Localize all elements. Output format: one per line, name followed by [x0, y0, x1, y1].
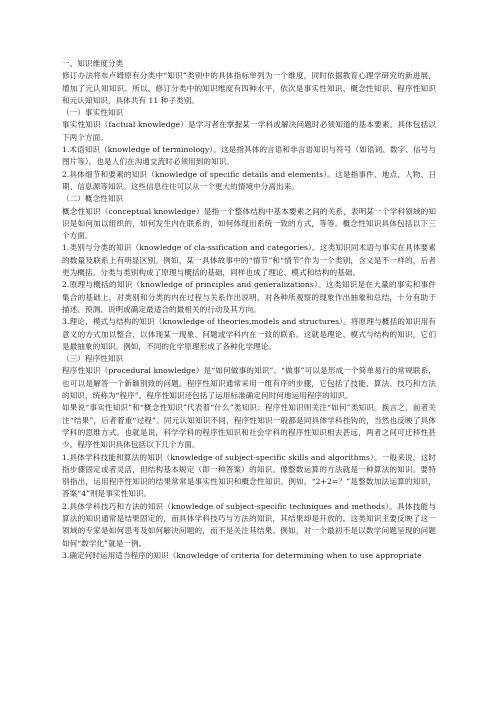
paragraph: 1.类别与分类的知识（knowledge of cla-ssification and categories）。这类知识同术语与事实在具体要素的数量及联系上有明显区别。例如，某一具体故事中的“情节”和“情节”作为一个类别，含义是不一样的，后者更为概括。分类与类别构成了原理与概括的基础，同样也成了理论、模式和结构的基础。: [62, 243, 436, 278]
subsection-heading: （一）事实性知识: [62, 108, 124, 118]
paragraph: 3.确定何时运用适当程序的知识（knowledge of criteria for determining when to use appropriate: [62, 550, 422, 560]
paragraph: 2.原理与概括的知识（knowledge of principles and generalizations）。这类知识是在大量的事实和事件集合的基础上，对类别和分类的内在过程与关系作出说明，对各种所观察的现象作出抽象和总结，十分有助于描述、预测、说明或确定最适合的最相关的行动及其方向。: [62, 280, 436, 314]
paragraph: 事实性知识（factual knowledge）是学习者在掌握某一学科或解决问题时必须知道的基本要素。具体包括以下两个方面。: [62, 120, 436, 142]
subsection-heading: （二）概念性知识: [62, 194, 124, 204]
paragraph: 1.具体学科技能和算法的知识（knowledge of subject-specific skills and algorithms）。一般来说，这时指步骤固定或者灵活，但结构基本规定（即一种答案）的知识。像整数运算的方法就是一种算法的知识。要特别指出，运用程序性知识的结果常常是事实性知识和概念性知识。例如，“2+2=？”是整数加法运算的知识，答案“4”则是事实性知识。: [62, 452, 436, 499]
paragraph: 2.具体学科技巧和方法的知识（knowledge of subject-specific techniques and methods）。具体技能与算法的知识通常是结果固定的，而具体学科技巧与方法的知识，其结果却是开放的。这类知识主要反映了这一领域的专家是如何思考及如何解决问题的，而不是关注其结果。例如，对一个最初不是以数学问题呈现的问题如何“数学化”就是一例。: [62, 501, 436, 548]
paragraph: 1.术语知识（knowledge of terminology）。这是指具体的言语和非言语知识与符号（如语词、数字、信号与图片等），也是人们在沟通交流时必须用到的知识。: [62, 145, 436, 167]
paragraph: 程序性知识（procedural knowledge）是“如何做事的知识”。“做事”可以是形成一个简单易行的常规联系，也可以是解答一个新颖别致的问题。程序性知识通常采用一组有序的步骤，它包括了技能、算法、技巧和方法的知识，统称为“程序”。程序性知识还包括了运用标准确定何时何地运用程序的知识。: [62, 366, 436, 401]
paragraph: 如果说“事实性知识”和“概念性知识”代表着“什么”类知识；程序性知识则关注“如何”类知识。换言之，前者关注“结果”，后者着重“过程”。同元认知知识不同，程序性知识一般都是同具体学科挂钩的，当然也反映了具体学科的思维方式。也就是说，科学学科的程序性知识和社会学科的程序性知识相去甚远，两者之间可迁移性甚少。程序性知识具体包括以下几个方面。: [62, 403, 436, 450]
paragraph: 概念性知识（conceptual knowledge）是指一个整体结构中基本要素之间的关系，表明某一个学科领域的知识是如何加以组织的，如何发生内在联系的，如何体现出系统一致的方式，等等。概念性知识具体包括以下三个方面。: [62, 206, 436, 241]
paragraph: 3.理论、模式与结构的知识（knowledge of theories,models and structures）。将原理与概括的知识用有意义的方式加以整合，以体现某一现象、问题或学科内在一致的联系。这就是理论、模式与结构的知识，它们是最抽象的知识。例如，不同的化学原理形成了各种化学理论。: [62, 317, 436, 351]
document-page: [62, 58, 436, 562]
section-heading: 一、知识维度分类: [62, 59, 124, 68]
paragraph: 修订办法将布卢姆原有分类中“知识”类别中的具体指标单列为一个维度，同时依据教育心理学研究的新进展，增加了元认知知识。所以，修订分类中的知识维度有四种水平，依次是事实性知识、概念性知识、程序性知识和元认知知识，具体共有 11 种子类别。: [62, 71, 436, 105]
paragraph: 2.具体细节和要素的知识（knowledge of specific details and elements）。这是指事件、地点、人物、日期、信息源等知识。这些信息往往可以从一个更大的情境中分离出来。: [62, 169, 436, 191]
subsection-heading: （三）程序性知识: [62, 354, 124, 364]
